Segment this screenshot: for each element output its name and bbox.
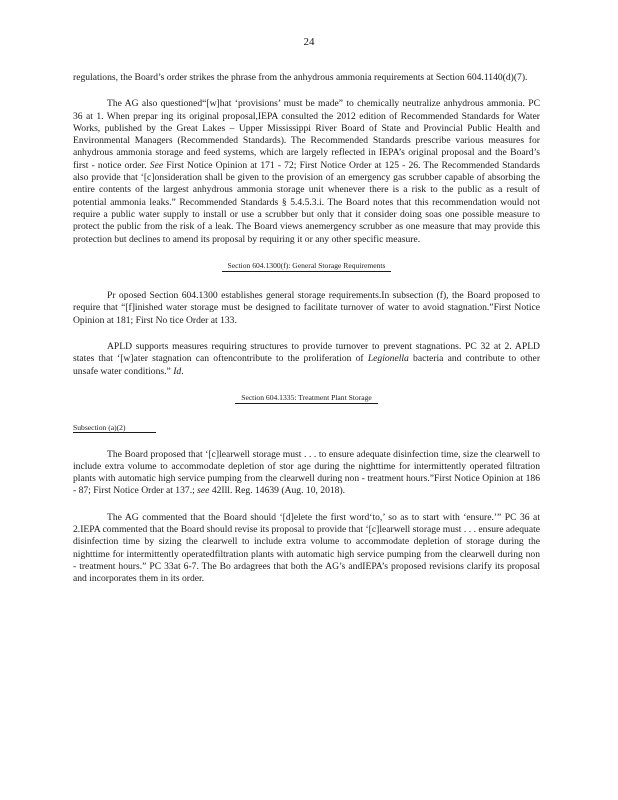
- paragraph-4-text: APLD supports measures requiring structures to provide turnover to prevent stagnations. PC 32 at 2. APLD states that ‘[w]ater stagnation can oftencontribute to the proliferation of: [73, 341, 540, 365]
- paragraph-2: [73, 98, 540, 246]
- paragraph-4-rest: bacteria and contribute to other unsafe water conditions.”: [73, 353, 541, 377]
- page-body: [73, 72, 540, 600]
- paragraph-1: regulations, the Board’s order strikes the phrase from the anhydrous ammonia requirements at Section 604.1140(d)(7).: [73, 72, 528, 83]
- subsection-heading-text: Subsection (a)(2): [73, 423, 156, 433]
- page-number: 24: [303, 36, 315, 48]
- paragraph-5-see: see: [197, 485, 210, 497]
- paragraph-2-see: See: [149, 159, 164, 171]
- paragraph-5: [73, 449, 540, 498]
- paragraph-6: The AG commented that the Board should ‘[d]elete the first word‘to,’ so as to start with ‘ensure.’” PC 36 at 2.IEPA commented that the Board should revise its proposal to provide that ‘[c]learwell storage must . . . ensure adequate disinfection time by sizing the clearwell to include extra volume to accommodate depletion of storage during the nighttime for intermittently operatedfiltration plants with automatic high service pumping from the clearwell during non - treatment hours.” PC 33at 6-7. The Bo ardagrees that both the AG’s andIEPA’s proposed revisions clarify its proposal and incorporates them in its order.: [73, 511, 540, 585]
- section-heading-604-1300: [73, 260, 540, 272]
- section-heading-604-1300-text: Section 604.1300(f): General Storage Requirements: [222, 261, 392, 272]
- paragraph-5-text: The Board proposed that ‘[c]learwell storage must . . . to ensure adequate disinfection time, size the clearwell to include extra volume to accommodate depletion of stor age during the nighttime for intermittently operated filtration plants with automatic high service pumping from the clearwell during non - treatment hours.”First Notice Opinion at 186 - 87; First Notice Order at 137.;: [73, 448, 540, 497]
- paragraph-5-rest: 42Ill. Reg. 14639 (Aug. 10, 2018).: [211, 485, 346, 497]
- paragraph-4: [73, 341, 540, 378]
- section-heading-604-1335: [73, 392, 540, 404]
- paragraph-2-rest: First Notice Opinion at 171 - 72; First Notice Order at 125 - 26. The Recommended Standards also provide that ‘[c]onsideration shall be given to the provision of an emergency gas scrubber capable of absorbing the entire contents of the largest anhydrous ammonia storage unit whenever there is a risk to the public as a result of potential ammonia leaks.” Recommended Standards § 5.4.5.3.i. The Board notes that this recommendation would not require a public water supply to install or use a scrubber but only that it consider doing soas one possible measure to protect the public from the risk of a leak. The Board views anemergency scrubber as one measure that may provide this protection but declines to amend its proposal by requiring it or any other specific measure.: [73, 159, 540, 245]
- paragraph-3: Pr oposed Section 604.1300 establishes general storage requirements.In subsection (f), the Board proposed to require that “[f]inished water storage must be designed to facilitate turnover of water to avoid stagnation.”First Notice Opinion at 181; First No tice Order at 133.: [73, 290, 540, 326]
- paragraph-4-legionella: Legionella: [367, 353, 409, 365]
- paragraph-4-id: Id: [173, 365, 182, 377]
- paragraph-2-text: The AG also questioned“[w]hat ‘provisions’ must be made” to chemically neutralize anhydrous ammonia. PC 36 at 1. When prepar ing its original proposal,IEPA consulted the 2012 edition of Recommended Standards for Water Works, published by the Great Lakes – Upper Mississippi River Board of State and Provincial Public Health and Environmental Managers (Recommended Standards). The Recommended Standards prescribe various measures for anhydrous ammonia storage and feed systems, which are largely reflected in IEPA’s original proposal and the Board’s first - notice order.: [73, 98, 540, 171]
- section-heading-604-1335-text: Section 604.1335: Treatment Plant Storage: [235, 393, 378, 404]
- paragraph-4-end: .: [181, 365, 184, 377]
- subsection-heading: [73, 422, 540, 434]
